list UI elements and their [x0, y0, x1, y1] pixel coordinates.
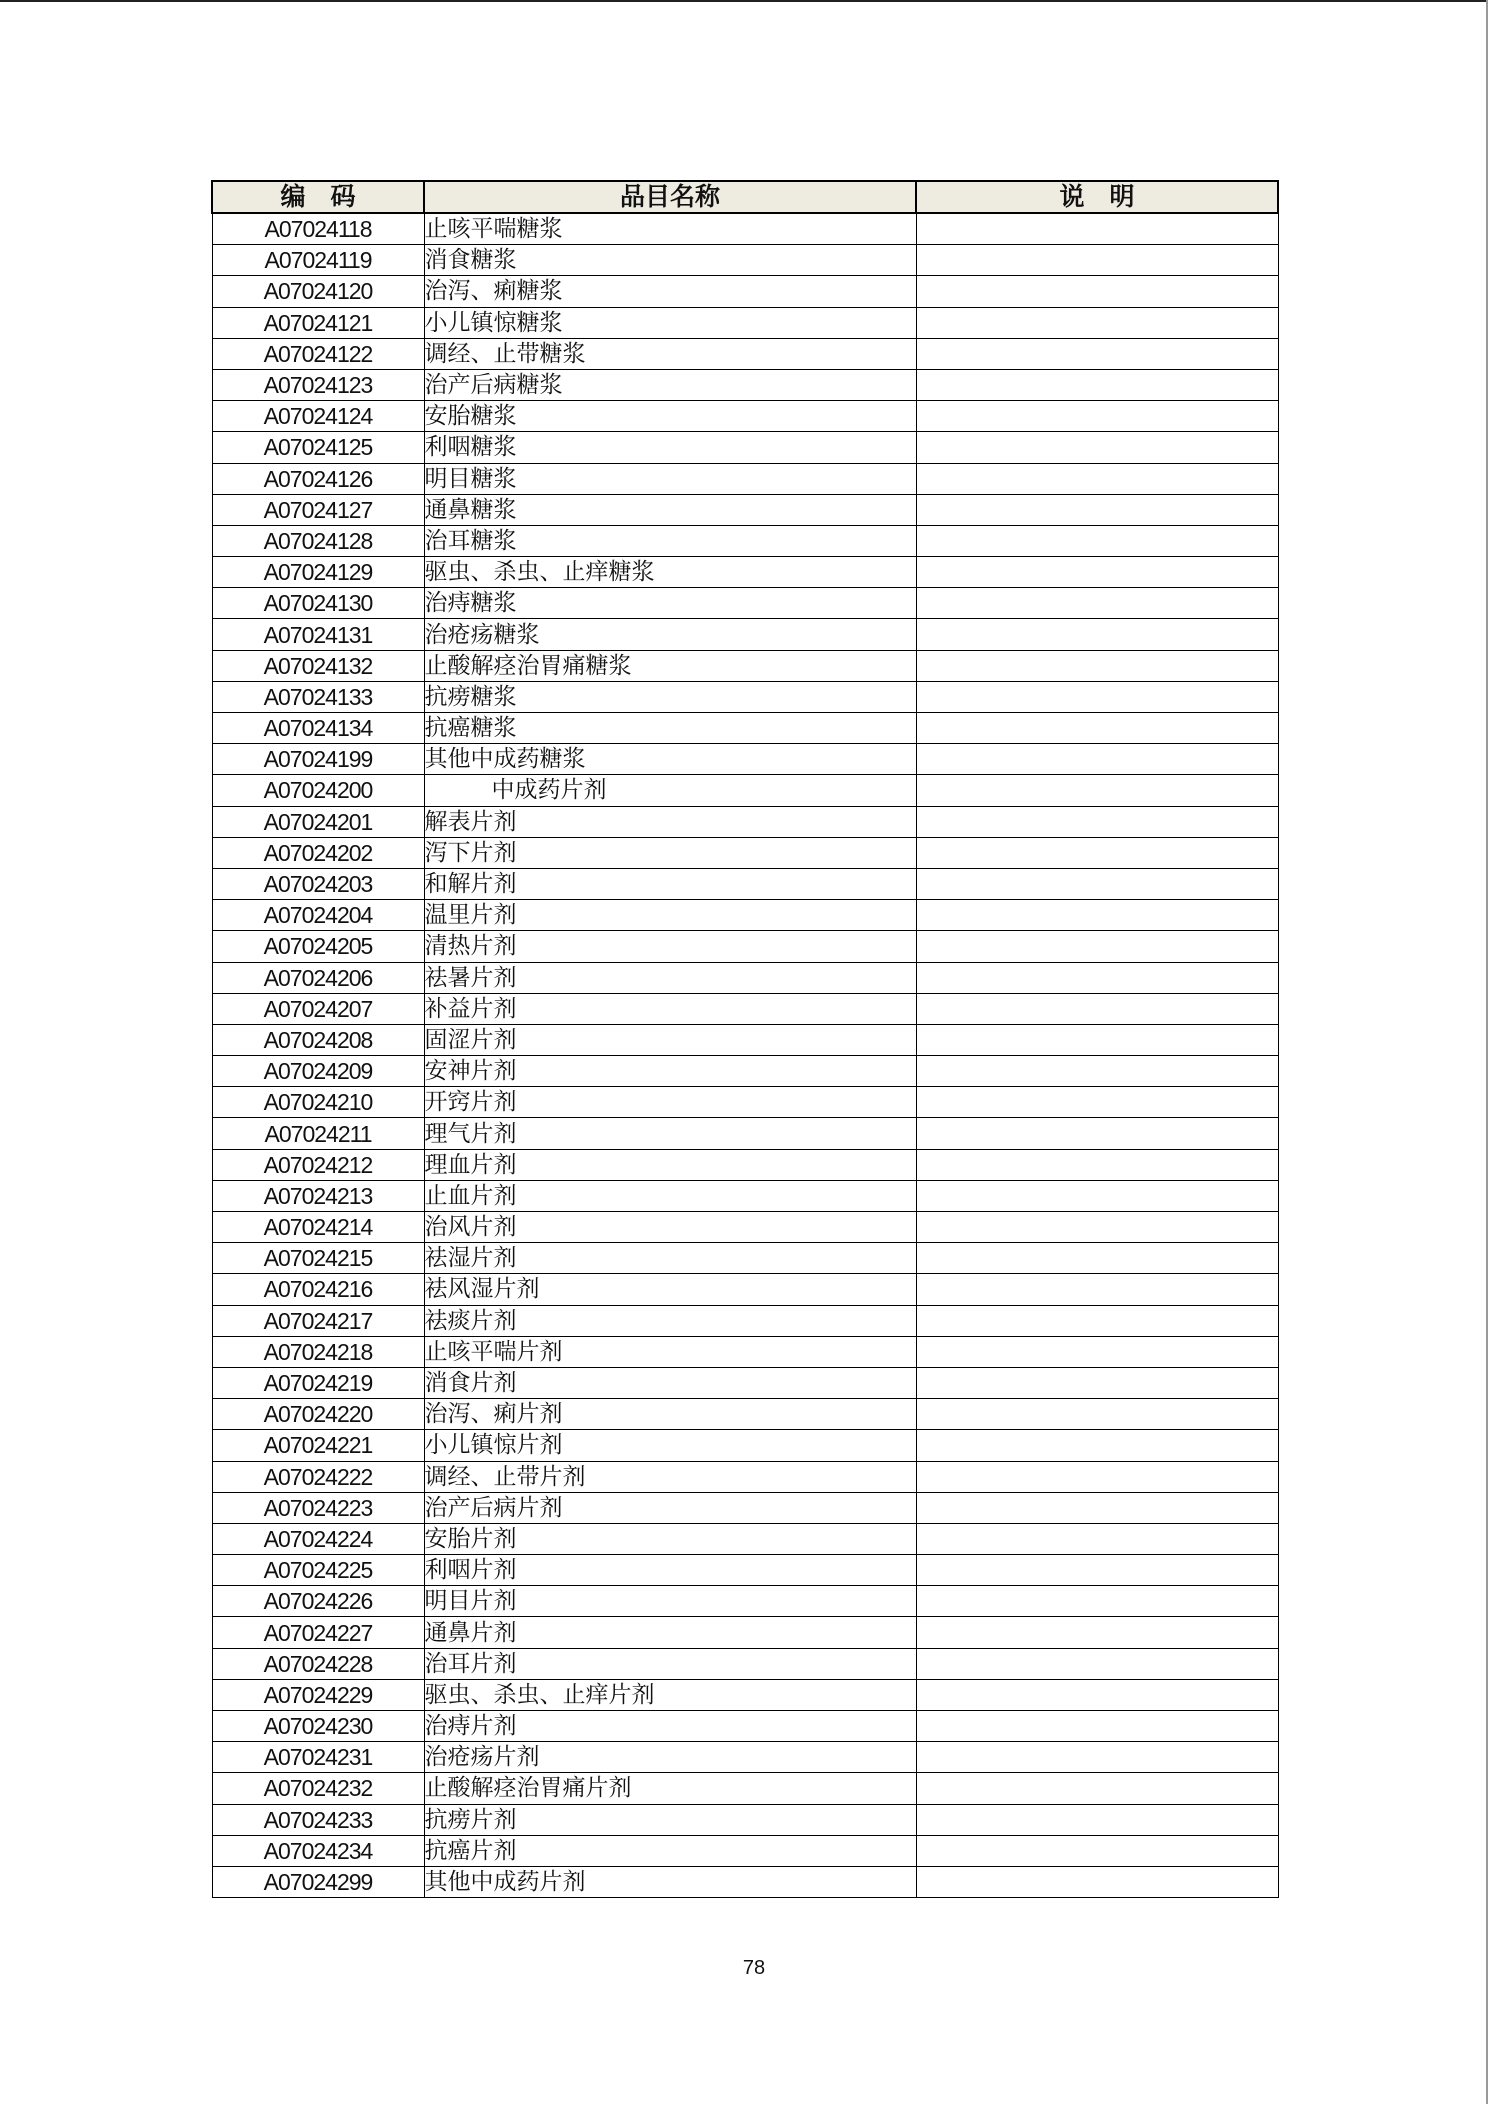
item-name: 驱虫、杀虫、止痒片剂 — [424, 1679, 916, 1710]
table-row — [212, 525, 1278, 556]
item-name: 开窍片剂 — [424, 1087, 916, 1118]
item-code: A07024118 — [212, 213, 424, 245]
table-row — [212, 1399, 1278, 1430]
table-row — [212, 1866, 1278, 1897]
item-note — [916, 213, 1278, 245]
item-note — [916, 1679, 1278, 1710]
item-name: 治泻、痢糖浆 — [424, 276, 916, 307]
item-code: A07024207 — [212, 993, 424, 1024]
table-row — [212, 713, 1278, 744]
item-name: 止血片剂 — [424, 1180, 916, 1211]
table-row — [212, 1835, 1278, 1866]
item-name: 祛风湿片剂 — [424, 1274, 916, 1305]
item-note — [916, 962, 1278, 993]
table-row — [212, 588, 1278, 619]
item-note — [916, 1149, 1278, 1180]
header-row — [212, 181, 1278, 213]
item-code: A07024132 — [212, 650, 424, 681]
table-row — [212, 1336, 1278, 1367]
item-note — [916, 588, 1278, 619]
item-code: A07024226 — [212, 1586, 424, 1617]
item-name: 驱虫、杀虫、止痒糖浆 — [424, 557, 916, 588]
item-name: 止咳平喘糖浆 — [424, 213, 916, 245]
item-note — [916, 432, 1278, 463]
item-name: 通鼻片剂 — [424, 1617, 916, 1648]
item-note — [916, 1742, 1278, 1773]
table-row — [212, 962, 1278, 993]
item-name: 治疮疡糖浆 — [424, 619, 916, 650]
table-row — [212, 1679, 1278, 1710]
item-name: 固涩片剂 — [424, 1024, 916, 1055]
item-note — [916, 1399, 1278, 1430]
item-code: A07024208 — [212, 1024, 424, 1055]
table-row — [212, 744, 1278, 775]
item-name: 理气片剂 — [424, 1118, 916, 1149]
table-row — [212, 494, 1278, 525]
item-note — [916, 806, 1278, 837]
item-note — [916, 744, 1278, 775]
item-note — [916, 1492, 1278, 1523]
item-note — [916, 1087, 1278, 1118]
item-code: A07024234 — [212, 1835, 424, 1866]
item-note — [916, 1367, 1278, 1398]
item-note — [916, 1056, 1278, 1087]
item-name: 小儿镇惊糖浆 — [424, 307, 916, 338]
item-code: A07024203 — [212, 868, 424, 899]
item-code: A07024131 — [212, 619, 424, 650]
item-code: A07024122 — [212, 338, 424, 369]
item-code: A07024227 — [212, 1617, 424, 1648]
table-row — [212, 806, 1278, 837]
item-note — [916, 993, 1278, 1024]
item-code: A07024231 — [212, 1742, 424, 1773]
table-row — [212, 213, 1278, 245]
item-code: A07024299 — [212, 1866, 424, 1897]
item-code: A07024199 — [212, 744, 424, 775]
catalog-table — [211, 180, 1279, 1898]
table-row — [212, 868, 1278, 899]
table-row — [212, 1305, 1278, 1336]
item-code: A07024201 — [212, 806, 424, 837]
item-note — [916, 338, 1278, 369]
item-note — [916, 619, 1278, 650]
item-name: 消食片剂 — [424, 1367, 916, 1398]
item-name: 解表片剂 — [424, 806, 916, 837]
item-note — [916, 931, 1278, 962]
item-name: 其他中成药糖浆 — [424, 744, 916, 775]
table-row — [212, 557, 1278, 588]
table-row — [212, 1056, 1278, 1087]
table-row — [212, 993, 1278, 1024]
item-note — [916, 1866, 1278, 1897]
item-code: A07024211 — [212, 1118, 424, 1149]
table-row — [212, 1555, 1278, 1586]
item-note — [916, 1024, 1278, 1055]
table-row — [212, 1773, 1278, 1804]
table-row — [212, 432, 1278, 463]
item-note — [916, 1305, 1278, 1336]
item-code: A07024217 — [212, 1305, 424, 1336]
item-code: A07024128 — [212, 525, 424, 556]
item-code: A07024209 — [212, 1056, 424, 1087]
item-note — [916, 1274, 1278, 1305]
item-code: A07024228 — [212, 1648, 424, 1679]
table-row — [212, 1180, 1278, 1211]
table-row — [212, 1711, 1278, 1742]
item-code: A07024204 — [212, 900, 424, 931]
item-code: A07024127 — [212, 494, 424, 525]
table-row — [212, 1742, 1278, 1773]
item-code: A07024212 — [212, 1149, 424, 1180]
item-name: 中成药片剂 — [424, 775, 916, 806]
item-name: 治痔片剂 — [424, 1711, 916, 1742]
item-code: A07024229 — [212, 1679, 424, 1710]
item-code: A07024205 — [212, 931, 424, 962]
table-row — [212, 931, 1278, 962]
table-row — [212, 307, 1278, 338]
item-note — [916, 837, 1278, 868]
item-code: A07024216 — [212, 1274, 424, 1305]
item-code: A07024223 — [212, 1492, 424, 1523]
table-row — [212, 1523, 1278, 1554]
item-note — [916, 401, 1278, 432]
table-row — [212, 619, 1278, 650]
item-name: 祛痰片剂 — [424, 1305, 916, 1336]
item-code: A07024232 — [212, 1773, 424, 1804]
item-note — [916, 1336, 1278, 1367]
item-name: 止酸解痉治胃痛片剂 — [424, 1773, 916, 1804]
item-note — [916, 307, 1278, 338]
item-code: A07024121 — [212, 307, 424, 338]
item-note — [916, 868, 1278, 899]
item-name: 安神片剂 — [424, 1056, 916, 1087]
column-header-name: 品目名称 — [424, 181, 916, 213]
item-note — [916, 681, 1278, 712]
table-row — [212, 463, 1278, 494]
item-code: A07024125 — [212, 432, 424, 463]
item-note — [916, 245, 1278, 276]
item-code: A07024220 — [212, 1399, 424, 1430]
item-code: A07024200 — [212, 775, 424, 806]
table-row — [212, 245, 1278, 276]
item-name: 抗癌糖浆 — [424, 713, 916, 744]
item-code: A07024126 — [212, 463, 424, 494]
item-note — [916, 557, 1278, 588]
item-note — [916, 1617, 1278, 1648]
item-note — [916, 1523, 1278, 1554]
item-name: 补益片剂 — [424, 993, 916, 1024]
item-code: A07024119 — [212, 245, 424, 276]
item-name: 治疮疡片剂 — [424, 1742, 916, 1773]
item-name: 明目糖浆 — [424, 463, 916, 494]
item-name: 温里片剂 — [424, 900, 916, 931]
item-code: A07024129 — [212, 557, 424, 588]
item-note — [916, 1212, 1278, 1243]
item-note — [916, 650, 1278, 681]
item-code: A07024124 — [212, 401, 424, 432]
item-name: 利咽片剂 — [424, 1555, 916, 1586]
table-row — [212, 1212, 1278, 1243]
item-name: 祛湿片剂 — [424, 1243, 916, 1274]
item-code: A07024219 — [212, 1367, 424, 1398]
item-name: 祛暑片剂 — [424, 962, 916, 993]
table-row — [212, 369, 1278, 400]
item-note — [916, 1835, 1278, 1866]
item-note — [916, 1773, 1278, 1804]
item-name: 治耳片剂 — [424, 1648, 916, 1679]
item-name: 治泻、痢片剂 — [424, 1399, 916, 1430]
item-note — [916, 369, 1278, 400]
item-note — [916, 1118, 1278, 1149]
item-note — [916, 1648, 1278, 1679]
item-name: 止酸解痉治胃痛糖浆 — [424, 650, 916, 681]
table-row — [212, 338, 1278, 369]
item-name: 治耳糖浆 — [424, 525, 916, 556]
item-name: 和解片剂 — [424, 868, 916, 899]
item-note — [916, 1243, 1278, 1274]
item-code: A07024120 — [212, 276, 424, 307]
table-row — [212, 775, 1278, 806]
item-code: A07024130 — [212, 588, 424, 619]
item-note — [916, 525, 1278, 556]
item-name: 安胎片剂 — [424, 1523, 916, 1554]
table-row — [212, 1461, 1278, 1492]
item-name: 治产后病片剂 — [424, 1492, 916, 1523]
item-code: A07024133 — [212, 681, 424, 712]
table-row — [212, 276, 1278, 307]
item-code: A07024218 — [212, 1336, 424, 1367]
table-row — [212, 1118, 1278, 1149]
table-row — [212, 900, 1278, 931]
item-name: 消食糖浆 — [424, 245, 916, 276]
table-body — [212, 213, 1278, 1898]
item-code: A07024233 — [212, 1804, 424, 1835]
table-row — [212, 1492, 1278, 1523]
item-name: 抗癌片剂 — [424, 1835, 916, 1866]
item-note — [916, 494, 1278, 525]
table-row — [212, 1149, 1278, 1180]
table-row — [212, 1617, 1278, 1648]
item-code: A07024206 — [212, 962, 424, 993]
table-row — [212, 1648, 1278, 1679]
page-number: 78 — [742, 1957, 766, 1979]
item-name: 调经、止带糖浆 — [424, 338, 916, 369]
item-code: A07024134 — [212, 713, 424, 744]
item-name: 治产后病糖浆 — [424, 369, 916, 400]
table-row — [212, 1367, 1278, 1398]
item-note — [916, 713, 1278, 744]
item-code: A07024225 — [212, 1555, 424, 1586]
item-name: 抗痨糖浆 — [424, 681, 916, 712]
item-note — [916, 900, 1278, 931]
item-name: 通鼻糖浆 — [424, 494, 916, 525]
column-header-code: 编 码 — [212, 181, 424, 213]
item-code: A07024123 — [212, 369, 424, 400]
item-note — [916, 1461, 1278, 1492]
item-note — [916, 1555, 1278, 1586]
table-row — [212, 1024, 1278, 1055]
table-header — [212, 181, 1278, 213]
item-name: 其他中成药片剂 — [424, 1866, 916, 1897]
table-row — [212, 1274, 1278, 1305]
table-row — [212, 1586, 1278, 1617]
item-name: 止咳平喘片剂 — [424, 1336, 916, 1367]
item-note — [916, 1586, 1278, 1617]
table-row — [212, 1430, 1278, 1461]
table-row — [212, 1243, 1278, 1274]
table-row — [212, 1804, 1278, 1835]
item-note — [916, 463, 1278, 494]
item-code: A07024224 — [212, 1523, 424, 1554]
table-row — [212, 837, 1278, 868]
table-row — [212, 401, 1278, 432]
item-name: 利咽糖浆 — [424, 432, 916, 463]
table-row — [212, 1087, 1278, 1118]
item-note — [916, 775, 1278, 806]
item-code: A07024222 — [212, 1461, 424, 1492]
item-code: A07024215 — [212, 1243, 424, 1274]
item-note — [916, 1180, 1278, 1211]
item-note — [916, 276, 1278, 307]
item-name: 抗痨片剂 — [424, 1804, 916, 1835]
item-name: 调经、止带片剂 — [424, 1461, 916, 1492]
item-name: 治痔糖浆 — [424, 588, 916, 619]
top-border-line — [0, 0, 1488, 2]
item-name: 治风片剂 — [424, 1212, 916, 1243]
item-code: A07024213 — [212, 1180, 424, 1211]
table-row — [212, 650, 1278, 681]
item-note — [916, 1804, 1278, 1835]
item-code: A07024210 — [212, 1087, 424, 1118]
item-code: A07024221 — [212, 1430, 424, 1461]
item-note — [916, 1430, 1278, 1461]
item-name: 明目片剂 — [424, 1586, 916, 1617]
item-name: 泻下片剂 — [424, 837, 916, 868]
table-row — [212, 681, 1278, 712]
item-name: 小儿镇惊片剂 — [424, 1430, 916, 1461]
item-note — [916, 1711, 1278, 1742]
item-name: 清热片剂 — [424, 931, 916, 962]
item-code: A07024230 — [212, 1711, 424, 1742]
item-code: A07024202 — [212, 837, 424, 868]
item-name: 理血片剂 — [424, 1149, 916, 1180]
item-name: 安胎糖浆 — [424, 401, 916, 432]
column-header-note: 说 明 — [916, 181, 1278, 213]
item-code: A07024214 — [212, 1212, 424, 1243]
